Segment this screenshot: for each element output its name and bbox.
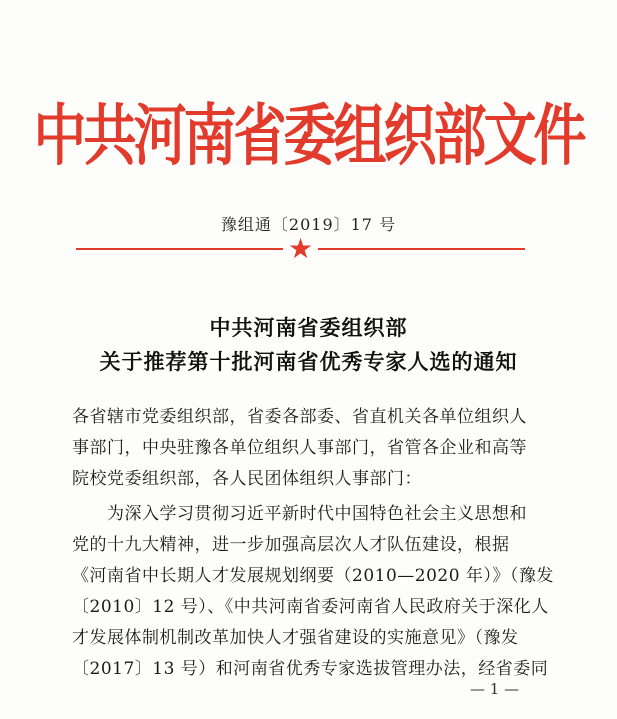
body-paragraph-line: 党的十九大精神，进一步加强高层次人才队伍建设，根据: [72, 535, 510, 555]
document-masthead: 中共河南省委组织部文件: [33, 97, 584, 175]
addressee-line: 各省辖市党委组织部，省委各部委、省直机关各单位组织人: [72, 407, 527, 427]
addressee-line: 事部门，中央驻豫各单位组织人事部门，省管各企业和高等: [72, 438, 527, 458]
star-icon: ★: [287, 232, 314, 265]
red-divider-left: [76, 248, 283, 250]
body-paragraph-line: 〔2010〕12 号）、《中共河南省委河南省人民政府关于深化人: [72, 597, 549, 617]
body-paragraph-line: 《河南省中长期人才发展规划纲要（2010—2020 年）》（豫发: [72, 566, 554, 586]
notice-title-line1: 中共河南省委组织部: [209, 315, 408, 340]
red-divider-right: [318, 248, 525, 250]
body-paragraph-line: 为深入学习贯彻习近平新时代中国特色社会主义思想和: [72, 504, 527, 524]
document-number: 豫组通〔2019〕17 号: [220, 215, 397, 234]
addressee-line: 院校党委组织部，各人民团体组织人事部门：: [72, 469, 422, 489]
body-paragraph-line: 才发展体制机制改革加快人才强省建设的实施意见》（豫发: [72, 628, 519, 648]
body-paragraph-line: 〔2017〕13 号）和河南省优秀专家选拔管理办法，经省委同: [72, 659, 549, 679]
notice-title-line2: 关于推荐第十批河南省优秀专家人选的通知: [99, 349, 518, 374]
page-number: — 1 —: [470, 680, 520, 698]
